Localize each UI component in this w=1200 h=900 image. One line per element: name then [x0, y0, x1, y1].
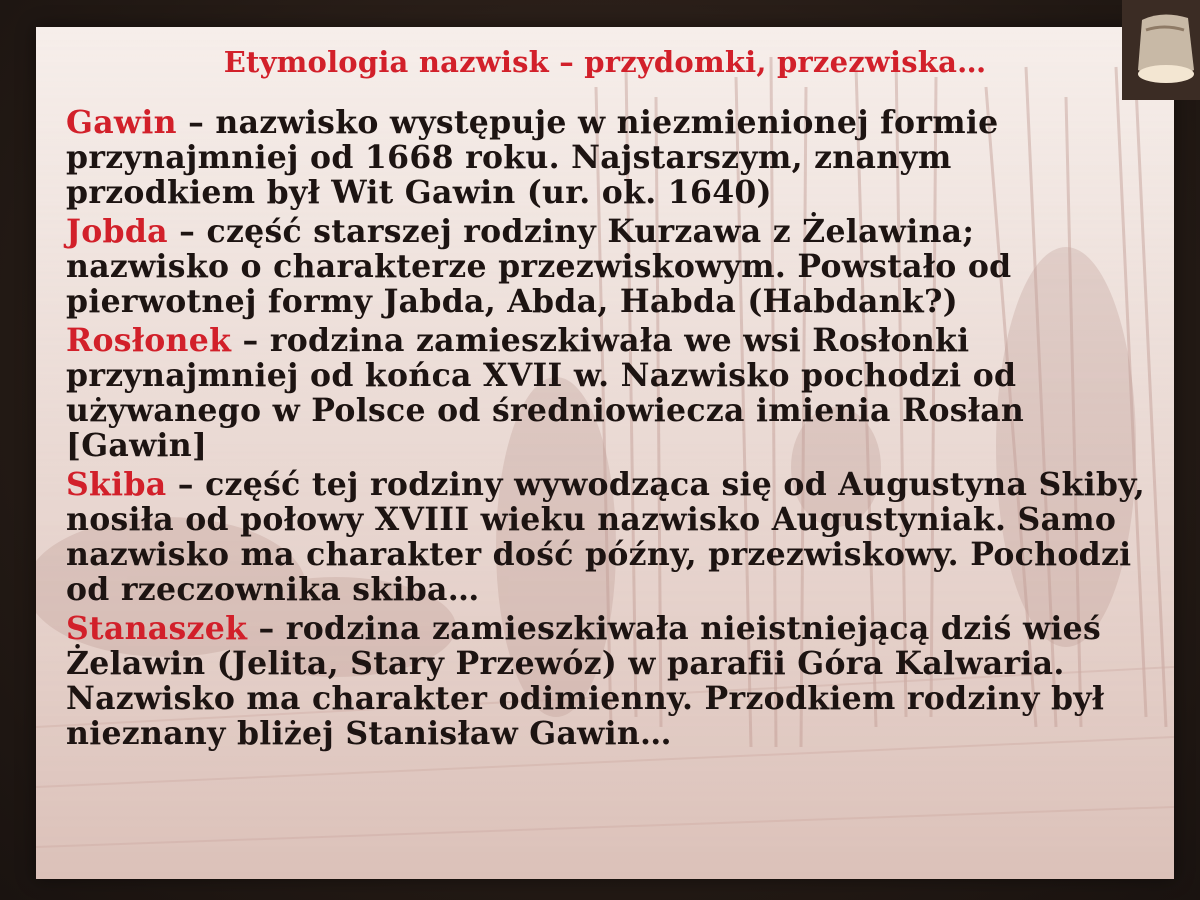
surname-description: – nazwisko występuje w niezmienionej formie przynajmniej od 1668 roku. Najstarszym, znanym przodkiem był Wit Gawin (ur. ok. 1640) — [66, 104, 999, 211]
surname-name: Stanaszek — [66, 610, 248, 647]
surname-description: – rodzina zamieszkiwała nieistniejącą dziś wieś Żelawin (Jelita, Stary Przewóz) w parafii Góra Kalwaria. Nazwisko ma charakter odimienny. Przodkiem rodziny był nieznany bliżej Stanisław Gawin… — [66, 610, 1105, 752]
surname-name: Skiba — [66, 466, 167, 503]
projector-screen — [36, 27, 1174, 879]
surname-description: – część starszej rodziny Kurzawa z Żelawina; nazwisko o charakterze przezwiskowym. Powstało od pierwotnej formy Jabda, Abda, Habda (Habdank?) — [66, 213, 1012, 320]
projector-lamp-icon — [1122, 0, 1200, 100]
surname-name: Jobda — [66, 213, 168, 250]
surname-name: Rosłonek — [66, 322, 232, 359]
surname-description: – rodzina zamieszkiwała we wsi Rosłonki przynajmniej od końca XVII w. Nazwisko pochodzi od używanego w Polsce od średniowiecza imienia Rosłan [Gawin] — [66, 322, 1025, 464]
surname-entry-jobda — [66, 214, 1146, 319]
surname-entry-stanaszek — [66, 611, 1146, 751]
surname-name: Gawin — [66, 104, 177, 141]
surname-entry-skiba — [66, 467, 1146, 607]
slide-content — [36, 27, 1174, 879]
slide-title: Etymologia nazwisk – przydomki, przezwiska… — [223, 45, 987, 79]
surname-list — [66, 105, 1146, 755]
surname-entry-roslonek — [66, 323, 1146, 463]
surname-entry-gawin — [66, 105, 1146, 210]
surname-description: – część tej rodziny wywodząca się od Augustyna Skiby, nosiła od połowy XVIII wieku nazwisko Augustyniak. Samo nazwisko ma charakter dość późny, przezwiskowy. Pochodzi od rzeczownika skiba… — [66, 466, 1146, 608]
